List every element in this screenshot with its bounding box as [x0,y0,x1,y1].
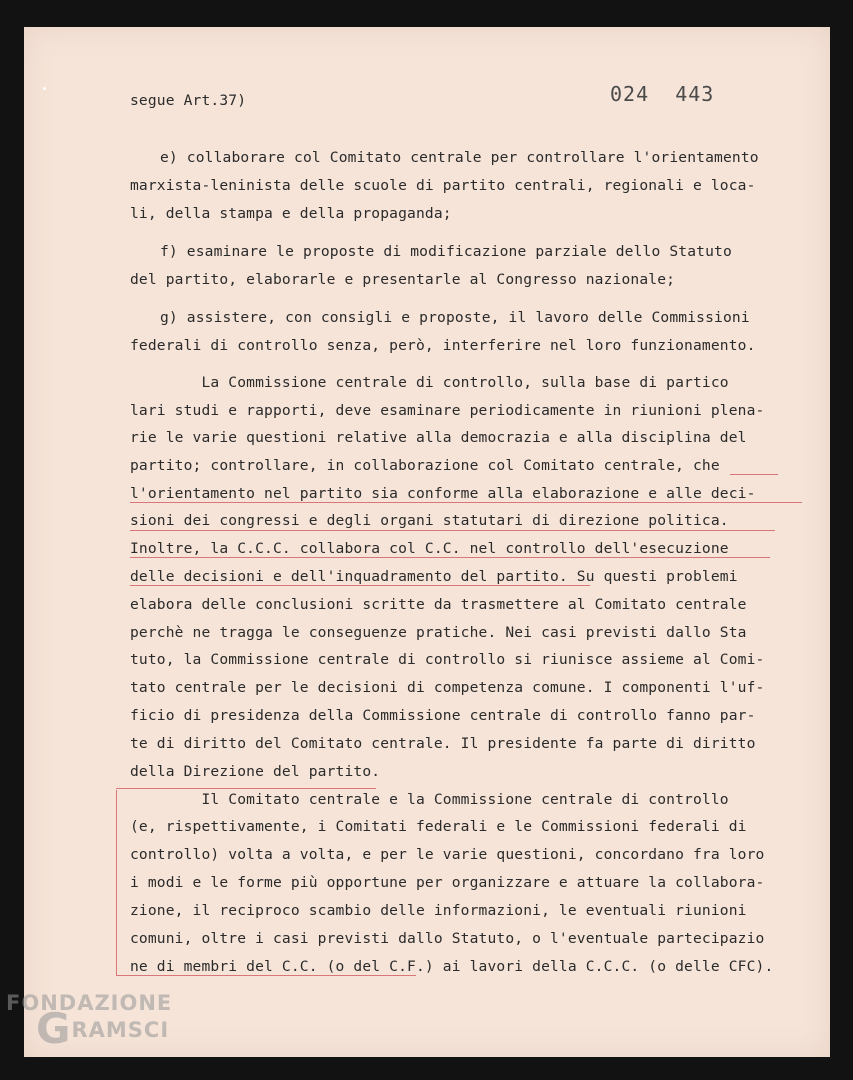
text-line: perchè ne tragga le conseguenze pratiche. Nei casi previsti dallo Sta [130,624,747,641]
text-line: i modi e le forme più opportune per organizzare e attuare la collabora- [130,874,765,891]
text-line: comuni, oltre i casi previsti dallo Statuto, o l'eventuale partecipazio [130,930,765,947]
scan-speck [43,87,46,90]
text-line: f) esaminare le proposte di modificazione parziale dello Statuto [160,243,732,260]
text-line: del partito, elaborarle e presentarle al Congresso nazionale; [130,271,676,288]
text-line: ficio di presidenza della Commissione centrale di controllo fanno par- [130,707,756,724]
text-line: partito; controllare, in collaborazione col Comitato centrale, che [130,457,720,474]
text-line: marxista-leninista delle scuole di partito centrali, regionali e loca- [130,177,756,194]
text-line: tato centrale per le decisioni di competenza comune. I componenti l'uf- [130,679,765,696]
text-line: e) collaborare col Comitato centrale per controllare l'orientamento [160,149,759,166]
watermark-g: G [36,1004,72,1053]
text-line: lari studi e rapporti, deve esaminare periodicamente in riunioni plena- [130,402,765,419]
text-line: g) assistere, con consigli e proposte, il lavoro delle Commissioni [160,309,750,326]
text-line: La Commissione centrale di controllo, sulla base di partico [130,374,729,391]
text-line: Inoltre, la C.C.C. collabora col C.C. nel controllo dell'esecuzione [130,540,729,557]
text-line: li, della stampa e della propaganda; [130,205,452,222]
text-line: sioni dei congressi e degli organi statutari di direzione politica. [130,512,729,529]
red-underline [130,557,770,558]
text-line: controllo) volta a volta, e per le varie questioni, concordano fra loro [130,846,765,863]
text-line: federali di controllo senza, però, interferire nel loro funzionamento. [130,337,756,354]
text-line: (e, rispettivamente, i Comitati federali e le Commissioni federali di [130,818,747,835]
fondazione-gramsci-watermark [6,990,173,1053]
text-line: te di diritto del Comitato centrale. Il presidente fa parte di diritto [130,735,756,752]
red-margin-bracket [116,790,117,976]
text-line: rie le varie questioni relative alla democrazia e alla disciplina del [130,429,747,446]
text-line: Il Comitato centrale e la Commissione centrale di controllo [130,791,729,808]
red-underline [116,975,416,976]
red-underline [116,788,376,789]
continuation-header: segue Art.37) [130,92,247,109]
text-line: tuto, la Commissione centrale di controllo si riunisce assieme al Comi- [130,651,765,668]
red-underline [730,474,778,475]
text-line: delle decisioni e dell'inquadramento del partito. Su questi problemi [130,568,738,585]
text-line: l'orientamento nel partito sia conforme alla elaborazione e alle deci- [130,485,756,502]
archive-number: 024 443 [610,82,715,106]
red-underline [130,585,590,586]
watermark-line2: RAMSCI [71,1018,170,1042]
text-line: ne di membri del C.C. (o del C.F.) ai lavori della C.C.C. (o delle CFC). [130,958,774,975]
watermark-line1: FONDAZIONE [6,991,173,1015]
text-line: della Direzione del partito. [130,763,381,780]
text-line: zione, il reciproco scambio delle informazioni, le eventuali riunioni [130,902,747,919]
text-line: elabora delle conclusioni scritte da trasmettere al Comitato centrale [130,596,747,613]
red-underline [130,530,775,531]
red-underline [130,502,802,503]
